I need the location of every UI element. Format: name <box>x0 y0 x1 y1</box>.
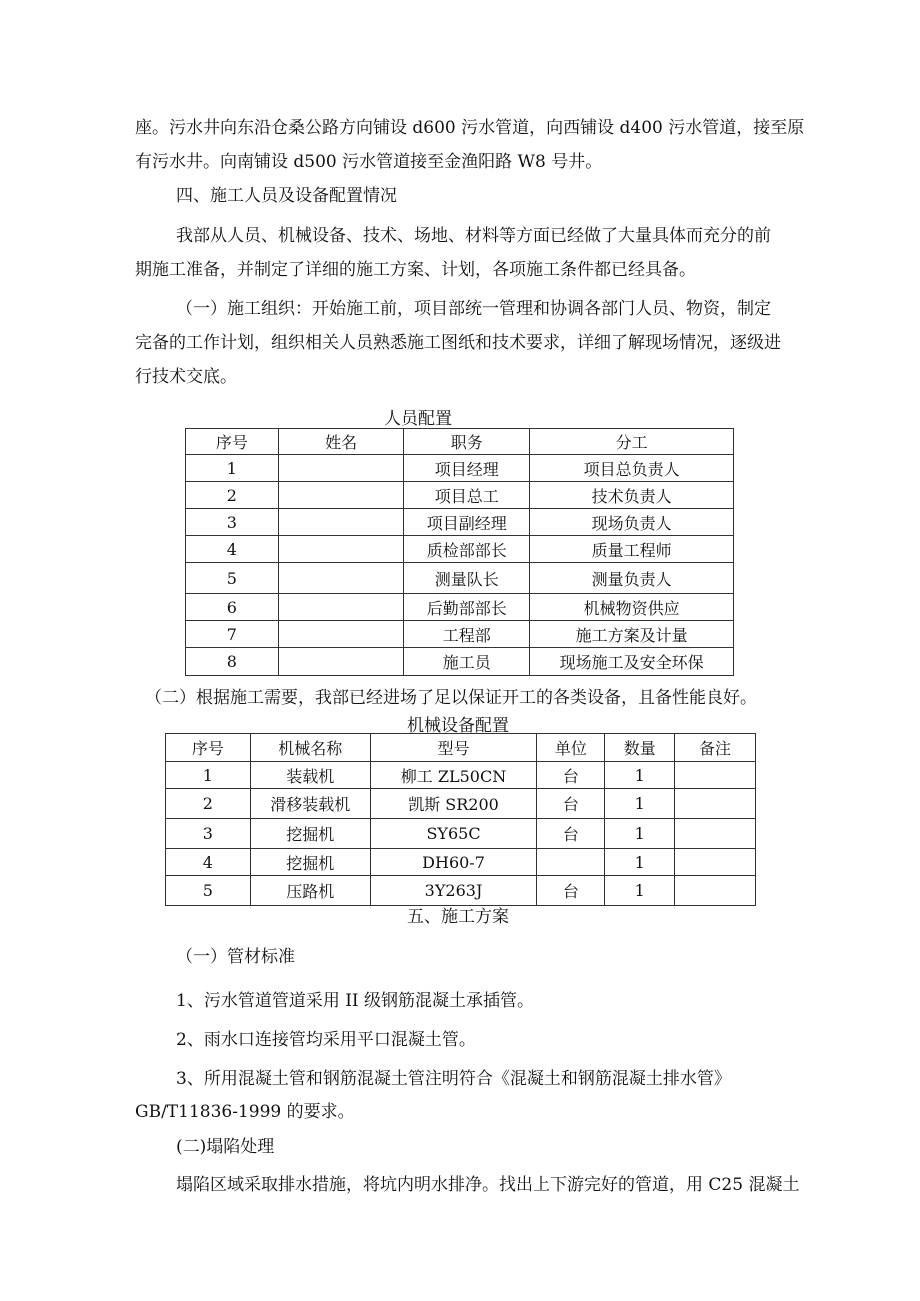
table-cell: 1 <box>605 849 675 876</box>
table-cell <box>278 563 404 594</box>
table-cell <box>278 482 404 509</box>
table-row <box>166 819 756 849</box>
table-cell: 柳工 ZL50CN <box>370 762 537 789</box>
personnel-table-caption: 人员配置 <box>384 409 452 429</box>
table-cell: 项目总工 <box>404 482 530 509</box>
header-cell: 职务 <box>404 429 530 455</box>
table-row <box>186 455 734 482</box>
table-cell: 4 <box>186 536 279 563</box>
table-cell: 后勤部部长 <box>404 594 530 621</box>
table-cell: 机械物资供应 <box>530 594 734 621</box>
table-row <box>166 789 756 819</box>
table-cell: 6 <box>186 594 279 621</box>
table-cell: 3 <box>186 509 279 536</box>
paragraph-line: 期施工准备，并制定了详细的施工方案、计划，各项施工条件都已经具备。 <box>135 260 696 280</box>
table-row <box>186 594 734 621</box>
table-cell: 4 <box>166 849 251 876</box>
paragraph-line: （一）施工组织：开始施工前，项目部统一管理和协调各部门人员、物资，制定 <box>176 299 771 319</box>
table-cell: 现场负责人 <box>530 509 734 536</box>
table-row <box>186 536 734 563</box>
header-cell: 数量 <box>605 734 675 762</box>
table-cell <box>278 455 404 482</box>
table-cell <box>278 621 404 648</box>
subsection-heading: （一）管材标准 <box>176 947 295 967</box>
table-cell: 台 <box>537 819 605 849</box>
table-cell: 施工方案及计量 <box>530 621 734 648</box>
list-item-continuation: GB/T11836-1999 的要求。 <box>135 1102 355 1122</box>
table-cell <box>278 594 404 621</box>
header-cell: 序号 <box>186 429 279 455</box>
equipment-table-caption: 机械设备配置 <box>407 716 509 736</box>
table-cell: 1 <box>605 876 675 906</box>
table-cell: DH60-7 <box>370 849 537 876</box>
table-cell: 1 <box>605 762 675 789</box>
section-heading-4: 四、施工人员及设备配置情况 <box>176 186 397 206</box>
table-cell: 5 <box>186 563 279 594</box>
table-cell <box>278 536 404 563</box>
table-row <box>186 563 734 594</box>
personnel-table <box>185 428 734 676</box>
table-cell: 凯斯 SR200 <box>370 789 537 819</box>
table-cell: SY65C <box>370 819 537 849</box>
table-row <box>186 482 734 509</box>
paragraph-line: （二）根据施工需要，我部已经进场了足以保证开工的各类设备，且备性能良好。 <box>145 688 757 708</box>
table-cell: 现场施工及安全环保 <box>530 648 734 676</box>
header-cell: 姓名 <box>278 429 404 455</box>
header-cell: 单位 <box>537 734 605 762</box>
table-cell: 2 <box>166 789 251 819</box>
table-cell <box>675 876 756 906</box>
header-cell: 机械名称 <box>250 734 370 762</box>
table-cell: 质检部部长 <box>404 536 530 563</box>
list-item: 2、雨水口连接管均采用平口混凝土管。 <box>176 1030 476 1050</box>
table-cell: 测量负责人 <box>530 563 734 594</box>
table-cell: 挖掘机 <box>250 819 370 849</box>
table-cell: 5 <box>166 876 251 906</box>
table-cell: 1 <box>605 789 675 819</box>
table-cell <box>675 762 756 789</box>
table-cell: 装载机 <box>250 762 370 789</box>
paragraph-line: 有污水井。向南铺设 d500 污水管道接至金渔阳路 W8 号井。 <box>135 152 603 172</box>
table-row <box>186 509 734 536</box>
header-cell: 型号 <box>370 734 537 762</box>
table-cell: 测量队长 <box>404 563 530 594</box>
paragraph-line: 我部从人员、机械设备、技术、场地、材料等方面已经做了大量具体而充分的前 <box>176 226 771 246</box>
header-cell: 分工 <box>530 429 734 455</box>
table-cell: 8 <box>186 648 279 676</box>
table-cell <box>278 648 404 676</box>
paragraph-line: 塌陷区域采取排水措施，将坑内明水排净。找出上下游完好的管道，用 C25 混凝土 <box>176 1175 800 1195</box>
table-cell: 项目经理 <box>404 455 530 482</box>
table-cell: 3Y263J <box>370 876 537 906</box>
table-cell: 技术负责人 <box>530 482 734 509</box>
table-cell: 台 <box>537 762 605 789</box>
table-cell <box>537 849 605 876</box>
section-heading-5: 五、施工方案 <box>407 907 509 927</box>
table-cell: 1 <box>166 762 251 789</box>
header-cell: 备注 <box>675 734 756 762</box>
equipment-table <box>165 733 756 906</box>
header-cell: 序号 <box>166 734 251 762</box>
table-cell <box>675 789 756 819</box>
table-cell: 施工员 <box>404 648 530 676</box>
table-cell: 7 <box>186 621 279 648</box>
list-item: 3、所用混凝土管和钢筋混凝土管注明符合《混凝土和钢筋混凝土排水管》 <box>176 1069 731 1089</box>
table-cell: 质量工程师 <box>530 536 734 563</box>
table-cell: 滑移装载机 <box>250 789 370 819</box>
table-row <box>186 648 734 676</box>
paragraph-line: 座。污水井向东沿仓桑公路方向铺设 d600 污水管道，向西铺设 d400 污水管道，接至原 <box>135 118 805 138</box>
table-cell: 项目总负责人 <box>530 455 734 482</box>
table-cell: 1 <box>186 455 279 482</box>
table-cell: 2 <box>186 482 279 509</box>
paragraph-line: 完备的工作计划，组织相关人员熟悉施工图纸和技术要求，详细了解现场情况，逐级进 <box>135 333 781 353</box>
table-cell <box>278 509 404 536</box>
table-cell: 压路机 <box>250 876 370 906</box>
table-cell <box>675 849 756 876</box>
table-cell: 项目副经理 <box>404 509 530 536</box>
table-cell: 工程部 <box>404 621 530 648</box>
subsection-heading: (二)塌陷处理 <box>176 1137 275 1157</box>
table-cell: 台 <box>537 789 605 819</box>
table-row <box>166 849 756 876</box>
table-cell: 3 <box>166 819 251 849</box>
table-cell: 挖掘机 <box>250 849 370 876</box>
table-row <box>186 621 734 648</box>
table-cell <box>675 819 756 849</box>
list-item: 1、污水管道管道采用 II 级钢筋混凝土承插管。 <box>176 991 535 1011</box>
table-cell: 台 <box>537 876 605 906</box>
table-cell: 1 <box>605 819 675 849</box>
table-row <box>166 876 756 906</box>
table-row <box>166 762 756 789</box>
paragraph-line: 行技术交底。 <box>135 367 237 387</box>
